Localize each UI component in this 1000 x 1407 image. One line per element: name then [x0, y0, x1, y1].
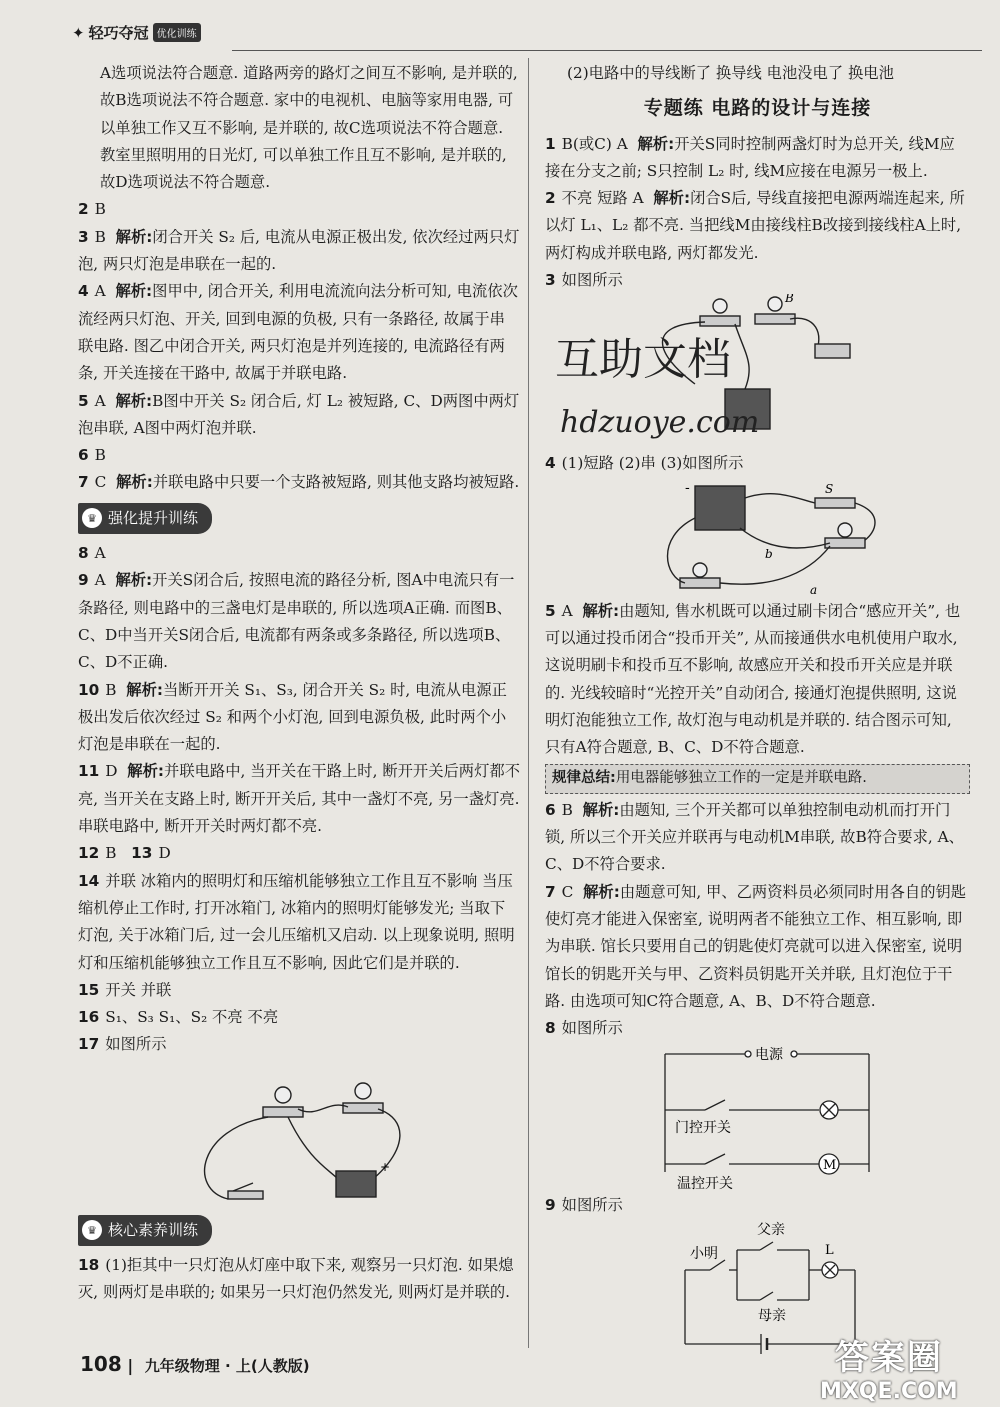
- brand-logo: [72, 22, 201, 43]
- terminal-label-b: B: [785, 294, 794, 306]
- answer-7: 7 C 解析:并联电路中只要一个支路被短路, 则其他支路均被短路.: [78, 473, 520, 492]
- rule-summary-box: [545, 764, 970, 793]
- answer-17: 17 如图所示: [78, 1035, 167, 1054]
- father-label: 父亲: [757, 1221, 785, 1238]
- circuit-drawing-topic-4: [545, 478, 970, 598]
- header-rule: [232, 50, 982, 51]
- brand-icon: ✦: [72, 23, 85, 42]
- handwritten-url: hdzuoye.com: [560, 405, 760, 441]
- circuit-drawing-17: [78, 1059, 518, 1209]
- lamp-label: L: [825, 1242, 834, 1258]
- answer-6: 6 B: [78, 446, 106, 465]
- figure-topic-3: [545, 294, 970, 450]
- topic-answer-2: 2 不亮 短路 A 解析:闭合S后, 导线直接把电源两端连起来, 所以灯 L₁、L₂ 都不亮. 当把线M由接线柱B改接到接线柱A上时, 两灯构成并联电路, 两灯都发光.: [545, 189, 965, 262]
- answer-4: 4 A 解析:图甲中, 闭合开关, 利用电流流向法分析可知, 电流依次流经两只灯泡、开关, 回到电源的负极, 只有一条路径, 故属于串联电路. 图乙中闭合开关, 两只灯泡是并列连接的, 电流路径有两条, 开关连接在干路中, 故属于并联电路.: [78, 282, 518, 383]
- mother-label: 母亲: [758, 1307, 786, 1324]
- crown-icon: ♛: [82, 508, 102, 528]
- column-divider: [528, 58, 529, 1348]
- answer-5: 5 A 解析:B图中开关 S₂ 闭合后, 灯 L₂ 被短路, C、D两图中两灯泡串联, A图中两灯泡并联.: [78, 391, 520, 437]
- page-footer: 108 | 九年级物理 · 上(人教版): [80, 1352, 310, 1376]
- crown-icon: ♛: [82, 1220, 102, 1240]
- switch-label-s: S: [825, 481, 834, 496]
- temp-switch-label: 温控开关: [677, 1176, 733, 1193]
- figure-topic-8: [545, 1042, 970, 1192]
- topic-answer-6: 6 B 解析:由题知, 三个开关都可以单独控制电动机而打开门锁, 所以三个开关应并联再与电动机M串联, 故B符合要求, A、C、D不符合要求.: [545, 800, 964, 874]
- minus-sign: -: [685, 479, 690, 496]
- page-number: 108: [80, 1352, 122, 1376]
- answer-14: 14 并联 冰箱内的照明灯和压缩机能够独立工作且互不影响 当压缩机停止工作时, 打开冰箱门, 冰箱内的照明灯能够发光; 当取下灯泡, 关于冰箱门后, 过一会儿压缩机又启动. 以上现象说明, 照明灯和压缩机能够独立工作且互不影响, 因此它们是并联的.: [78, 871, 515, 972]
- answer-15: 15 开关 并联: [78, 980, 172, 999]
- page-header: [72, 22, 982, 52]
- book-title: 九年级物理 · 上(人教版): [144, 1357, 310, 1375]
- answer-2: 2 B: [78, 200, 106, 219]
- circuit-drawing-topic-3: [545, 294, 970, 450]
- right-column: [545, 60, 970, 1370]
- circuit-diagram-8: [545, 1042, 970, 1192]
- topic-answer-4: 4 (1)短路 (2)串 (3)如图所示: [545, 454, 744, 473]
- answer-18: 18 (1)拒其中一只灯泡从灯座中取下来, 观察另一只灯泡. 如果熄灭, 则两灯是串联的; 如果另一只灯泡仍然发光, 则两灯是并联的.: [78, 1255, 514, 1302]
- answer-9: 9 A 解析:开关S闭合后, 按照电流的路径分析, 图A中电流只有一条路径, 则电路中的三盏电灯是串联的, 所以选项A正确. 而图B、C、D中当开关S闭合后, 电流都有两条或多条路径, 所以选项B、C、D不正确.: [78, 571, 515, 672]
- section-header-enhanced: ♛ 强化提升训练: [78, 503, 212, 534]
- topic-answer-7: 7 C 解析:由题意可知, 甲、乙两资料员必须同时用各自的钥匙使灯亮才能进入保密室, 说明两者不能独立工作、相互影响, 即为串联. 馆长只要用自己的钥匙使灯亮就可以进入保密室, 说明馆长的钥匙开关与甲、乙资料员钥匙开关并联, 且灯泡位于干路. 由选项可知C符合题意, A、B、D不符合题意.: [545, 882, 967, 1010]
- wire-label-b: b: [765, 546, 773, 561]
- answer-11: 11 D 解析:并联电路中, 当开关在干路上时, 断开开关后两灯都不亮, 当开关在支路上时, 断开开关后, 其中一盏灯不亮, 另一盏灯亮. 串联电路中, 断开开关时两灯都不亮.: [78, 762, 520, 836]
- answer-12-13: 12 B 13 D: [78, 844, 171, 863]
- answer-18-part2: (2)电路中的导线断了 换导线 电池没电了 换电池: [567, 64, 894, 82]
- handwritten-chinese: 互助文档: [555, 334, 731, 386]
- topic-title: 专题练 电路的设计与连接: [643, 97, 872, 120]
- figure-17: [78, 1059, 520, 1209]
- power-source-label: 电源: [755, 1047, 783, 1064]
- summary-text: 用电器能够独立工作的一定是并联电路.: [615, 770, 867, 787]
- motor-label: M: [823, 1158, 837, 1174]
- brand-tag: 优化训练: [153, 23, 201, 42]
- q1-continuation: A选项说法符合题意. 道路两旁的路灯之间互不影响, 是并联的, 故B选项说法不符合题意. 家中的电视机、电脑等家用电器, 可以单独工作又互不影响, 是并联的, 故C选项说法不符合题意. 教室里照明用的日光灯, 可以单独工作且互不影响, 是并联的, 故D选项说法不符合题意.: [100, 64, 518, 192]
- wire-label-a: a: [810, 582, 818, 597]
- topic-answer-1: 1 B(或C) A 解析:开关S同时控制两盏灯时为总开关, 线M应接在分支之前; S只控制 L₂ 时, 线M应接在电源另一极上.: [545, 134, 955, 180]
- section-header-core: ♛ 核心素养训练: [78, 1215, 212, 1246]
- topic-answer-3: 3 如图所示: [545, 271, 623, 290]
- site-watermark: 答案圈 MXQE.COM: [820, 1338, 958, 1404]
- brand-name: 轻巧夺冠: [88, 24, 149, 42]
- summary-label: 规律总结:: [552, 770, 616, 787]
- answer-10: 10 B 解析:当断开开关 S₁、S₃, 闭合开关 S₂ 时, 电流从电源正极出发后依次经过 S₂ 和两个小灯泡, 回到电源负极, 此时两个小灯泡是串联在一起的.: [78, 680, 507, 754]
- answer-8: 8 A: [78, 544, 106, 563]
- topic-answer-8: 8 如图所示: [545, 1019, 623, 1038]
- figure-topic-4: [545, 478, 970, 598]
- left-column: [78, 60, 520, 1307]
- answer-3: 3 B 解析:闭合开关 S₂ 后, 电流从电源正极出发, 依次经过两只灯泡, 两只灯泡是串联在一起的.: [78, 227, 520, 274]
- plus-sign-17: +: [380, 1159, 391, 1174]
- topic-answer-5: 5 A 解析:由题知, 售水机既可以通过刷卡闭合“感应开关”, 也可以通过投币闭合“投币开关”, 从而接通供水电机使用户取水, 这说明刷卡和投币互不影响, 故感应开关和投币开关应是并联的. 光线较暗时“光控开关”自动闭合, 接通灯泡提供照明, 这说明灯泡能独立工作, 故灯泡与电动机是并联的. 结合图示可知, 只有A符合题意, B、C、D不符合题意.: [545, 601, 961, 757]
- xiaoming-label: 小明: [690, 1245, 718, 1262]
- door-switch-label: 门控开关: [675, 1120, 731, 1137]
- answer-16: 16 S₁、S₃ S₁、S₂ 不亮 不亮: [78, 1008, 279, 1027]
- topic-answer-9: 9 如图所示: [545, 1196, 623, 1215]
